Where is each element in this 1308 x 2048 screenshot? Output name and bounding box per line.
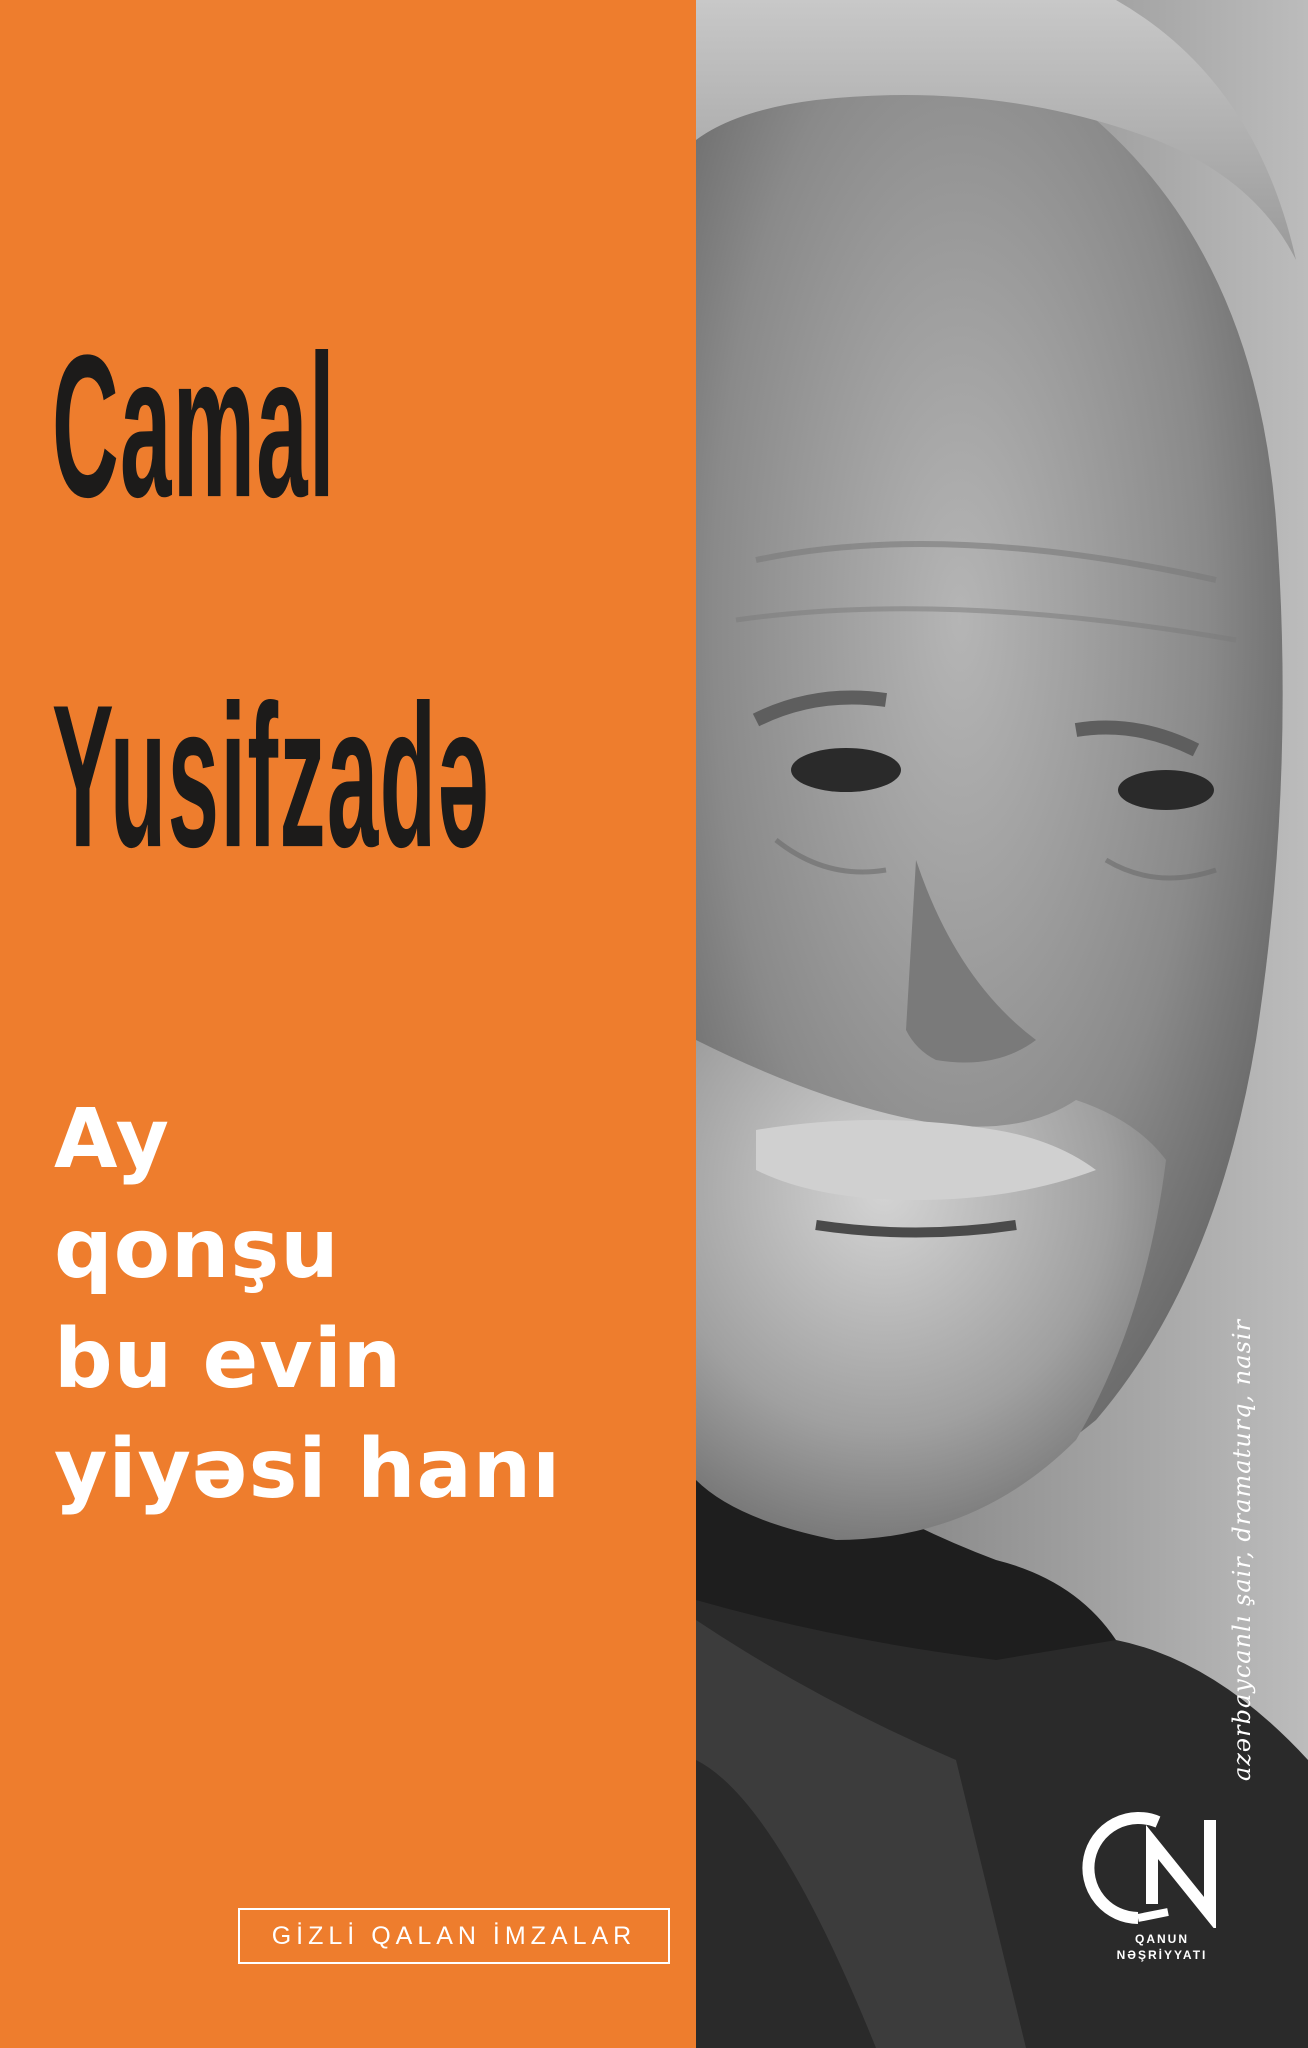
- portrait-illustration: [696, 0, 1308, 2048]
- book-title: [54, 1085, 561, 1525]
- author-first-name: Camal: [52, 311, 336, 540]
- author-subtitle: azərbaycanlı şair, dramaturq, nasir: [1228, 1318, 1257, 1782]
- publisher-name-line2: NƏŞRİYYATI: [1116, 1948, 1208, 1962]
- title-line-3: bu evin: [54, 1312, 403, 1407]
- subtitle-container: [1222, 1260, 1262, 1840]
- right-eye: [1118, 770, 1214, 810]
- series-label: GİZLİ QALAN İMZALAR: [271, 1921, 637, 1950]
- series-badge: [238, 1908, 670, 1964]
- publisher-logo: [1068, 1808, 1256, 1963]
- left-eye: [791, 748, 901, 792]
- publisher-name-line1: QANUN: [1135, 1932, 1189, 1946]
- title-line-2: qonşu: [54, 1202, 340, 1297]
- publisher-logo-icon: [1068, 1808, 1256, 1928]
- author-last-name: Yusifzadə: [52, 661, 491, 890]
- title-line-1: Ay: [54, 1092, 170, 1187]
- title-line-4: yiyəsi hanı: [54, 1422, 562, 1517]
- author-portrait: [696, 0, 1308, 2048]
